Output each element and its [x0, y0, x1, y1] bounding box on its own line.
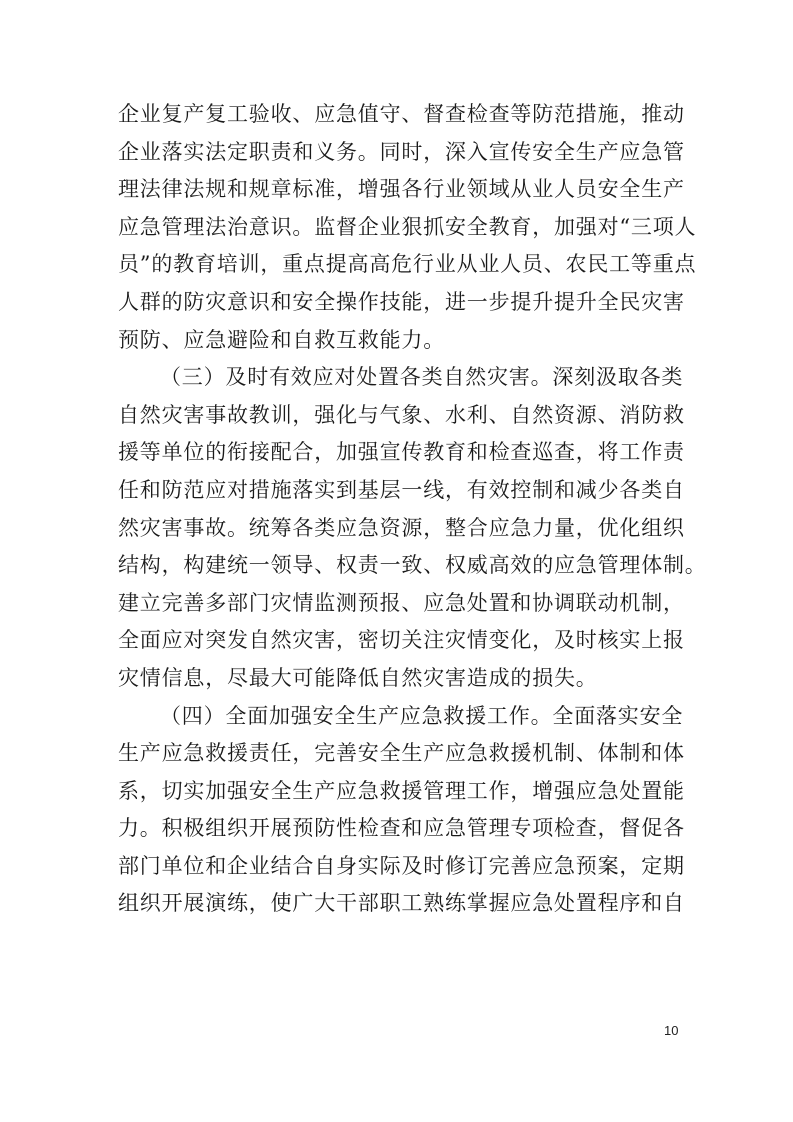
text-line: 理法律法规和规章标准，增强各行业领域从业人员安全生产: [118, 177, 685, 202]
text-line: 人群的防灾意识和安全操作技能，进一步提升提升全民灾害: [118, 289, 685, 314]
section-heading-line: （三）及时有效应对处置各类自然灾害。深刻汲取各类: [160, 365, 684, 390]
body-text: [118, 96, 707, 923]
text-line: 组织开展演练，使广大干部职工熟练掌握应急处置程序和自: [118, 891, 685, 916]
text-line: 系，切实加强安全生产应急救援管理工作，增强应急处置能: [118, 778, 685, 803]
text-line: 然灾害事故。统筹各类应急资源，整合应急力量，优化组织: [118, 515, 685, 540]
text-line: 任和防范应对措施落实到基层一线，有效控制和减少各类自: [118, 477, 685, 502]
text-line: 预防、应急避险和自救互救能力。: [118, 327, 445, 352]
text-line: 建立完善多部门灾情监测预报、应急处置和协调联动机制，: [118, 590, 685, 615]
section-heading-line: （四）全面加强安全生产应急救援工作。全面落实安全: [160, 703, 684, 728]
text-line: 生产应急救援责任，完善安全生产应急救援机制、体制和体: [118, 741, 685, 766]
text-line: 援等单位的衔接配合，加强宣传教育和检查巡查，将工作责: [118, 440, 685, 465]
text-line: 灾情信息，尽最大可能降低自然灾害造成的损失。: [118, 665, 598, 690]
text-line: 部门单位和企业结合自身实际及时修订完善应急预案，定期: [118, 853, 685, 878]
text-line: 企业落实法定职责和义务。同时，深入宣传安全生产应急管: [118, 139, 685, 164]
text-line: 员”的教育培训，重点提高高危行业从业人员、农民工等重点: [118, 252, 697, 277]
text-line: 企业复产复工验收、应急值守、督查检查等防范措施，推动: [118, 102, 685, 126]
text-line: 应急管理法治意识。监督企业狠抓安全教育，加强对“三项人: [118, 214, 697, 239]
text-line: 结构，构建统一领导、权责一致、权威高效的应急管理体制。: [118, 553, 707, 578]
text-line: 自然灾害事故教训，强化与气象、水利、自然资源、消防救: [118, 402, 685, 427]
text-line: 力。积极组织开展预防性检查和应急管理专项检查，督促各: [118, 816, 685, 841]
text-line: 全面应对突发自然灾害，密切关注灾情变化，及时核实上报: [118, 628, 685, 653]
page-number: 10: [664, 1023, 679, 1038]
